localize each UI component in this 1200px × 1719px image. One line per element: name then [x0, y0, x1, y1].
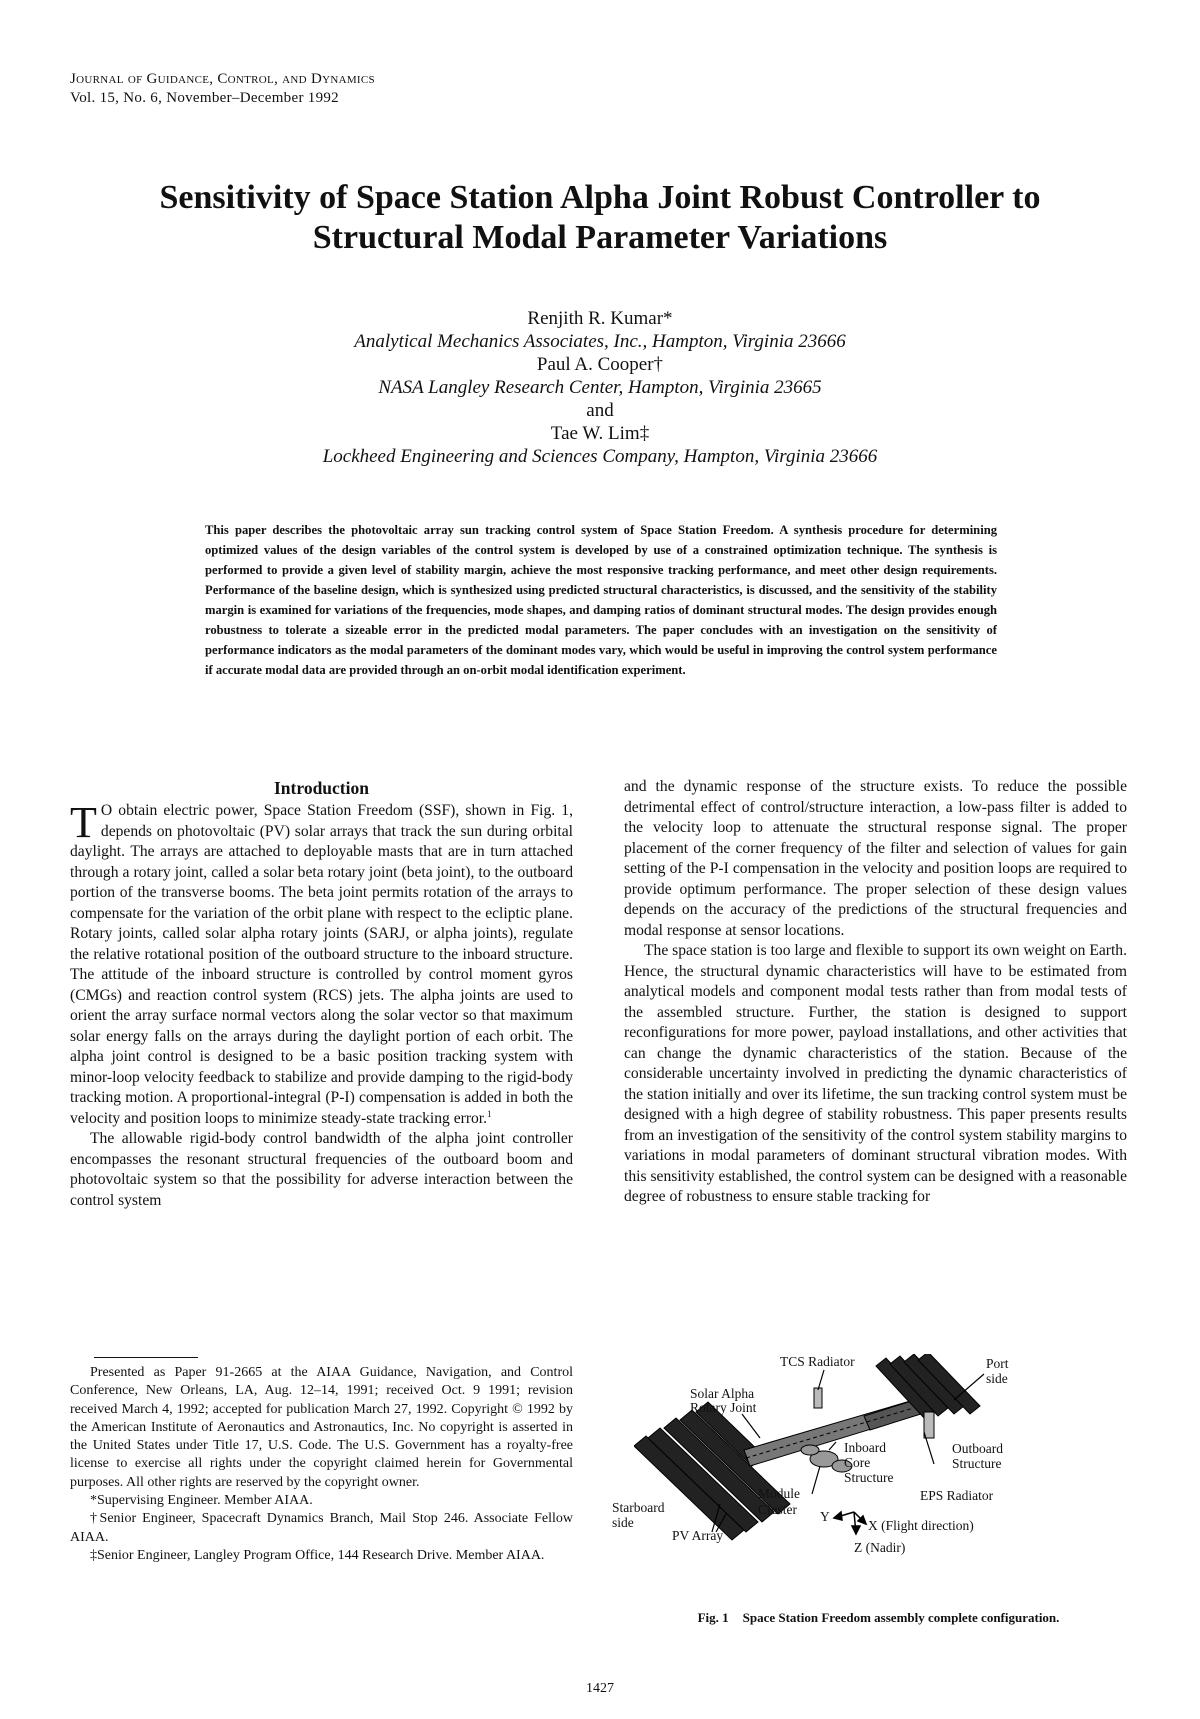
label-port: Port: [986, 1356, 1009, 1371]
paragraph: The allowable rigid-body control bandwidth of the alpha joint controller encompasses the resonant structural frequencies of the outboard boom and photovoltaic system so that the possibility for adverse interaction between the control system: [70, 1130, 573, 1209]
footnotes: [70, 1364, 573, 1565]
tcs-radiator-shape: [814, 1388, 822, 1408]
label-rotary-joint: Rotary Joint: [690, 1400, 757, 1415]
journal-header: [70, 70, 375, 108]
footnote: ‡Senior Engineer, Langley Program Office, 144 Research Drive. Member AIAA.: [90, 1547, 545, 1563]
title-line-2: Structural Modal Parameter Variations: [312, 219, 888, 256]
abstract: This paper describes the photovoltaic array sun tracking control system of Space Station Freedom. A synthesis procedure for determining optimized values of the design variables of the control system is developed by use of a constrained optimization technique. The synthesis is performed to provide a given level of stability margin, achieve the most responsive tracking performance, and meet other design requirements. Performance of the baseline design, which is synthesized using predicted structural characteristics, is discussed, and the sensitivity of the stability margin is examined for variations of the frequencies, mode shapes, and damping ratios of dominant structural modes. The design provides enough robustness to tolerate a sizeable error in the predicted modal parameters. The paper concludes with an investigation on the sensitivity of performance indicators as the modal parameters of the dominant modes vary, which would be useful in improving the control system performance if accurate modal data are provided through an on-orbit modal identification experiment.: [205, 523, 997, 677]
label-axis-y: Y: [820, 1509, 830, 1524]
author-block: [100, 307, 1100, 468]
label-axis-x: X (Flight direction): [868, 1518, 974, 1533]
author-affiliation: NASA Langley Research Center, Hampton, Virginia 23665: [378, 377, 822, 398]
footnote: *Supervising Engineer. Member AIAA.: [90, 1493, 313, 1509]
section-heading-introduction: Introduction: [274, 778, 369, 798]
label-eps-radiator: EPS Radiator: [920, 1488, 994, 1503]
eps-radiator-shape: [924, 1412, 934, 1438]
paragraph-text: O obtain electric power, Space Station Freedom (SSF), shown in Fig. 1, depends on photovoltaic (PV) solar arrays that track the sun during orbital daylight. The arrays are attached to deployable masts that are in turn attached through a rotary joint, called a solar beta rotary joint (beta joint), to the outboard portion of the transverse booms. The beta joint permits rotation of the arrays to compensate for the variation of the orbit plane with respect to the ecliptic plane. Rotary joints, called solar alpha rotary joints (SARJ, or alpha joints), regulate the relative rotational position of the outboard structure to the inboard structure. The attitude of the inboard structure is controlled by control moment gyros (CMGs) and reaction control system (RCS) jets. The alpha joints are used to orient the array surface normal vectors along the solar vector so that maximum solar energy falls on the arrays during the daylight portion of each orbit. The alpha joint control is designed to be a basic position tracking system with minor-loop velocity feedback to stabilize and provide damping to the rigid-body tracking motion. A proportional-integral (P-I) compensation is added in both the velocity and position loops to minimize steady-state tracking error.: [70, 802, 573, 1127]
right-column: [624, 777, 1127, 1208]
label-pv-array: PV Array: [672, 1528, 724, 1543]
label-starboard: Starboard: [612, 1500, 665, 1515]
drop-cap: T: [70, 798, 97, 847]
author-name: Renjith R. Kumar*: [527, 308, 673, 329]
label-inboard: Inboard: [844, 1440, 886, 1455]
paragraph: The space station is too large and flexible to support its own weight on Earth. Hence, the structural dynamic characteristics will have to be estimated from analytical models and component modal tests rather than from modal tests of the assembled structure. Further, the station is designed to support reconfigurations for more power, payload installations, and other activities that can change the dynamic characteristics of the station. Because of the considerable uncertainty involved in predicting the dynamic characteristics of the station initially and over its lifetime, the sun tracking control system must be designed with a high degree of stability robustness. This paper presents results from an investigation of the sensitivity of the control system stability margins to variations in modal parameters of dominant structural vibration modes. With this sensitivity established, the control system can be designed with a reasonable degree of robustness to ensure stable tracking for: [624, 942, 1127, 1205]
starboard-pv-array: [634, 1402, 790, 1540]
author-name: Tae W. Lim‡: [550, 423, 650, 444]
author-name: Paul A. Cooper†: [536, 354, 664, 375]
figure-caption: [626, 1610, 1131, 1626]
label-cluster: Cluster: [758, 1502, 797, 1517]
label-axis-z: Z (Nadir): [854, 1540, 906, 1555]
footnote-rule: [94, 1357, 198, 1358]
reference-marker: 1: [487, 1108, 492, 1119]
left-column: [70, 777, 573, 1211]
caption-text: Space Station Freedom assembly complete configuration.: [742, 1610, 1060, 1625]
coordinate-axes: [834, 1512, 866, 1534]
label-module: Module: [758, 1486, 800, 1501]
author-conjunction: and: [586, 400, 614, 421]
label-outboard-structure: Structure: [952, 1456, 1002, 1471]
label-tcs-radiator: TCS Radiator: [780, 1354, 855, 1369]
author-affiliation: Lockheed Engineering and Sciences Company, Hampton, Virginia 23666: [322, 446, 878, 467]
label-starboard-side: side: [612, 1515, 634, 1530]
page-number: 1427: [586, 1681, 614, 1696]
label-structure: Structure: [844, 1470, 894, 1485]
label-port-side: side: [986, 1371, 1008, 1386]
paragraph: [70, 798, 573, 1129]
caption-label: Fig. 1: [697, 1610, 729, 1625]
label-outboard: Outboard: [952, 1441, 1003, 1456]
label-solar-alpha: Solar Alpha: [690, 1386, 755, 1401]
footnote: †Senior Engineer, Spacecraft Dynamics Branch, Mail Stop 246. Associate Fellow AIAA.: [70, 1511, 573, 1545]
label-core: Core: [844, 1455, 871, 1470]
author-affiliation: Analytical Mechanics Associates, Inc., Hampton, Virginia 23666: [354, 331, 846, 352]
volume-line: Vol. 15, No. 6, November–December 1992: [70, 90, 339, 106]
title-line-1: Sensitivity of Space Station Alpha Joint Robust Controller to: [159, 179, 1041, 216]
main-truss: [744, 1394, 940, 1466]
paper-title: [60, 178, 1140, 258]
footnote: Presented as Paper 91-2665 at the AIAA Guidance, Navigation, and Control Conference, New Orleans, LA, Aug. 12–14, 1991; received Oct. 9 1991; revision received March 4, 1992; accepted for publication March 27, 1992. Copyright © 1992 by the American Institute of Aeronautics and Astronautics, Inc. No copyright is asserted in the United States under Title 17, U.S. Code. The U.S. Government has a royalty-free license to exercise all rights under the copyright claimed herein for Governmental purposes. All other rights are reserved by the copyright owner.: [70, 1365, 573, 1490]
paragraph: and the dynamic response of the structure exists. To reduce the possible detrimental effect of control/structure interaction, a low-pass filter is added to the velocity loop to attenuate the structural response signal. The proper placement of the corner frequency of the filter and selection of values for gain setting of the P-I compensation in the velocity and position loops are required to provide optimum performance. The proper selection of these design values depends on the accuracy of the predictions of the structural frequencies and modal response at sensor locations.: [624, 778, 1127, 939]
figure-1: [612, 1354, 1104, 1602]
journal-name: Journal of Guidance, Control, and Dynamics: [70, 71, 375, 87]
